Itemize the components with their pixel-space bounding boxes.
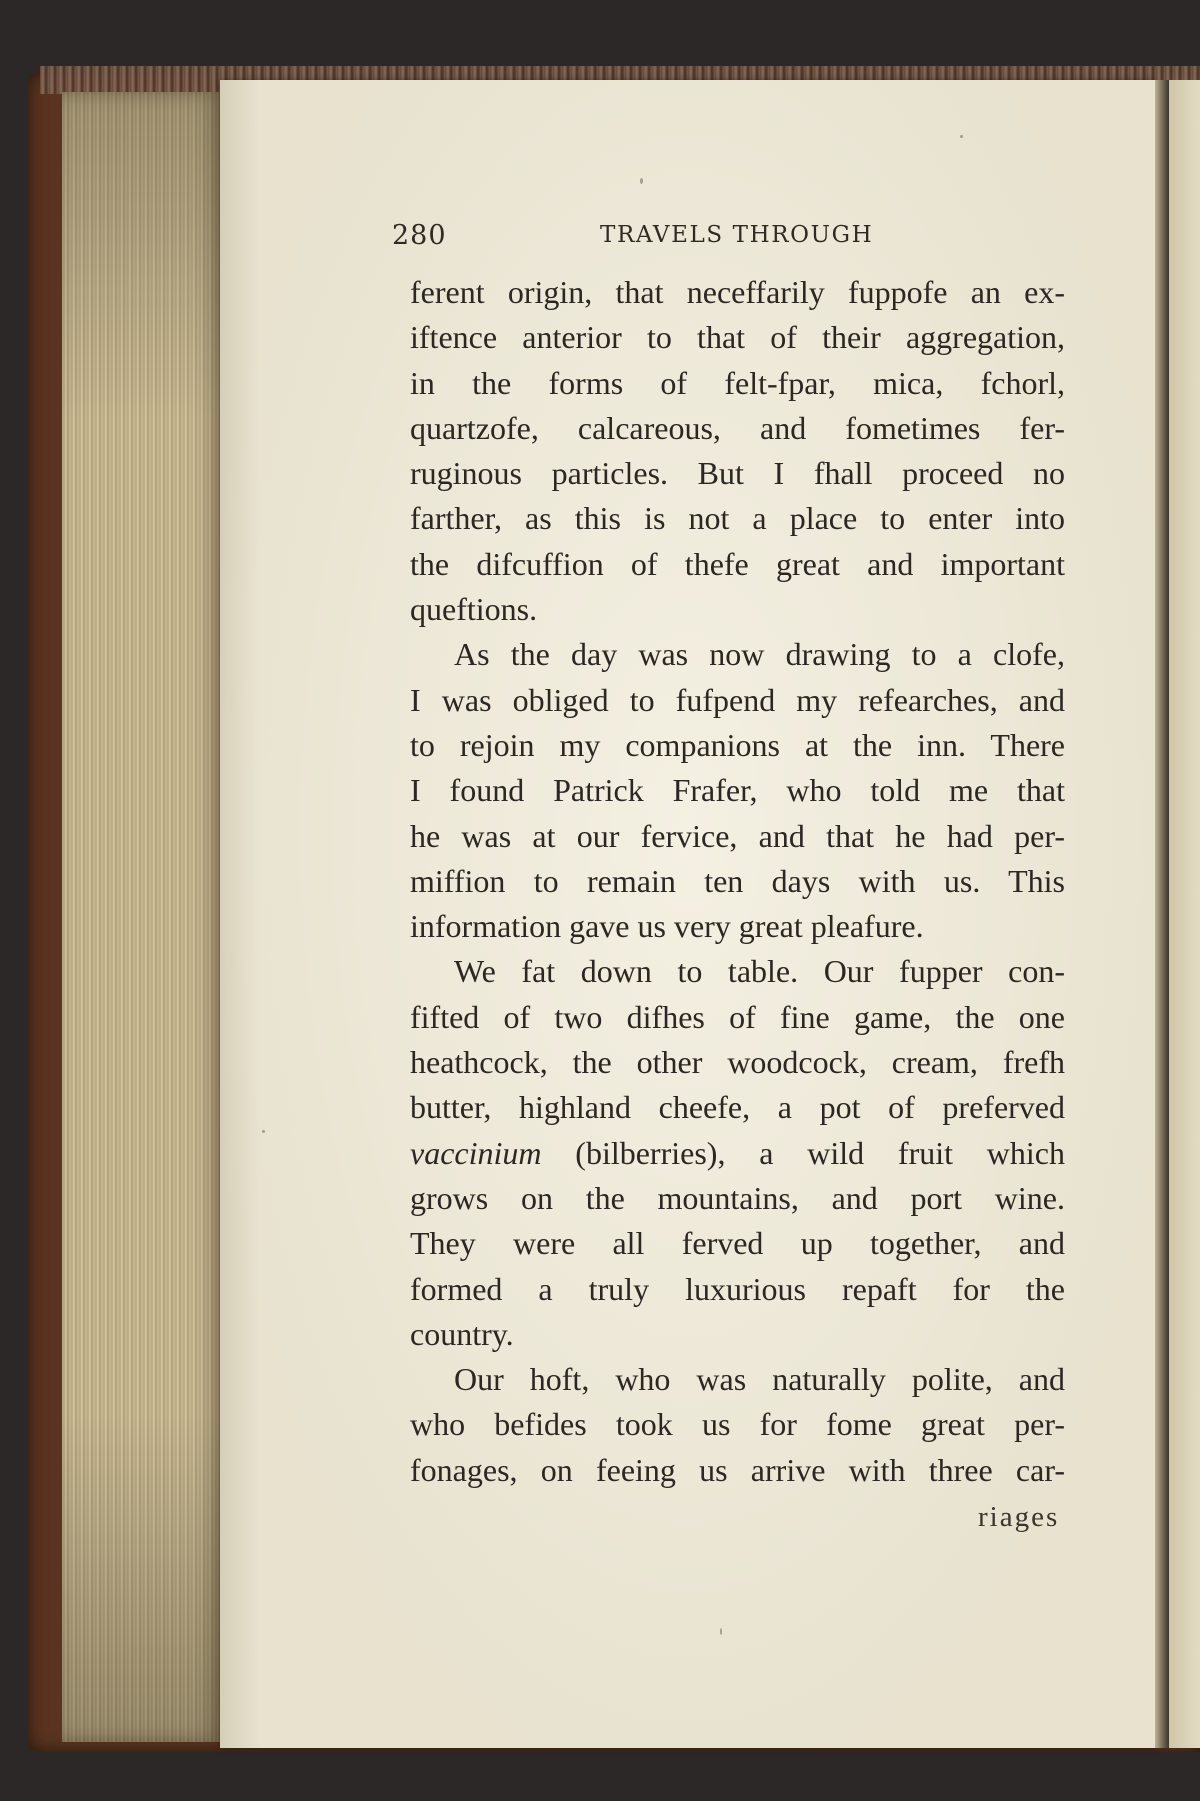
text-line: I was obliged to fufpend my refearches, and [410,681,1065,718]
text-line: I found Patrick Frafer, who told me that [410,772,1065,809]
paper-speck [262,1130,265,1133]
text-line: farther, as this is not a place to enter into [410,500,1065,537]
text-line: country. [410,1315,514,1352]
text-line: fonages, on feeing us arrive with three car- [410,1451,1065,1488]
text-line: queftions. [410,591,538,628]
text-line [410,1131,1065,1176]
text-line: As the day was now drawing to a clofe, [454,636,1065,673]
text-line: he was at our fervice, and that he had per- [410,817,1065,854]
text-line: fifted of two difhes of fine game, the one [410,998,1065,1035]
paper-speck [720,1628,722,1635]
body-text [410,270,1065,1493]
text-line: They were all ferved up together, and [410,1225,1065,1262]
line-text: (bilberries), a wild fruit which [541,1134,1065,1171]
text-line: butter, highland cheefe, a pot of preferved [410,1089,1065,1126]
facing-page-edge [1169,80,1200,1748]
text-line: miffion to remain ten days with us. This [410,862,1065,899]
text-line: quartzofe, calcareous, and fometimes fer- [410,409,1065,446]
text-line: ruginous particles. But I fhall proceed no [410,455,1065,492]
italic-word: vaccinium [410,1134,542,1171]
paper-speck [960,135,963,138]
catchword: riages [978,1501,1060,1533]
text-line: iftence anterior to that of their aggregation, [410,319,1065,356]
text-line: to rejoin my companions at the inn. There [410,726,1065,763]
text-line: grows on the mountains, and port wine. [410,1179,1065,1216]
text-line: Our hoft, who was naturally polite, and [454,1361,1065,1398]
text-line: who befides took us for fome great per- [410,1406,1065,1443]
text-line: formed a truly luxurious repaft for the [410,1270,1065,1307]
running-head: TRAVELS THROUGH [600,222,874,248]
text-line: information gave us very great pleafure. [410,908,924,945]
text-line: in the forms of felt-fpar, mica, fchorl, [410,364,1065,401]
book-gutter [1155,80,1169,1748]
page-number: 280 [392,220,447,251]
page-edges-shadow [62,92,222,1742]
text-line: ferent origin, that neceffarily fuppofe an ex- [410,274,1065,310]
text-line: We fat down to table. Our fupper con- [454,953,1065,990]
paper-speck [640,178,643,184]
page-header [392,220,1072,260]
text-line: heathcock, the other woodcock, cream, frefh [410,1044,1065,1081]
text-line: the difcuffion of thefe great and important [410,545,1065,582]
